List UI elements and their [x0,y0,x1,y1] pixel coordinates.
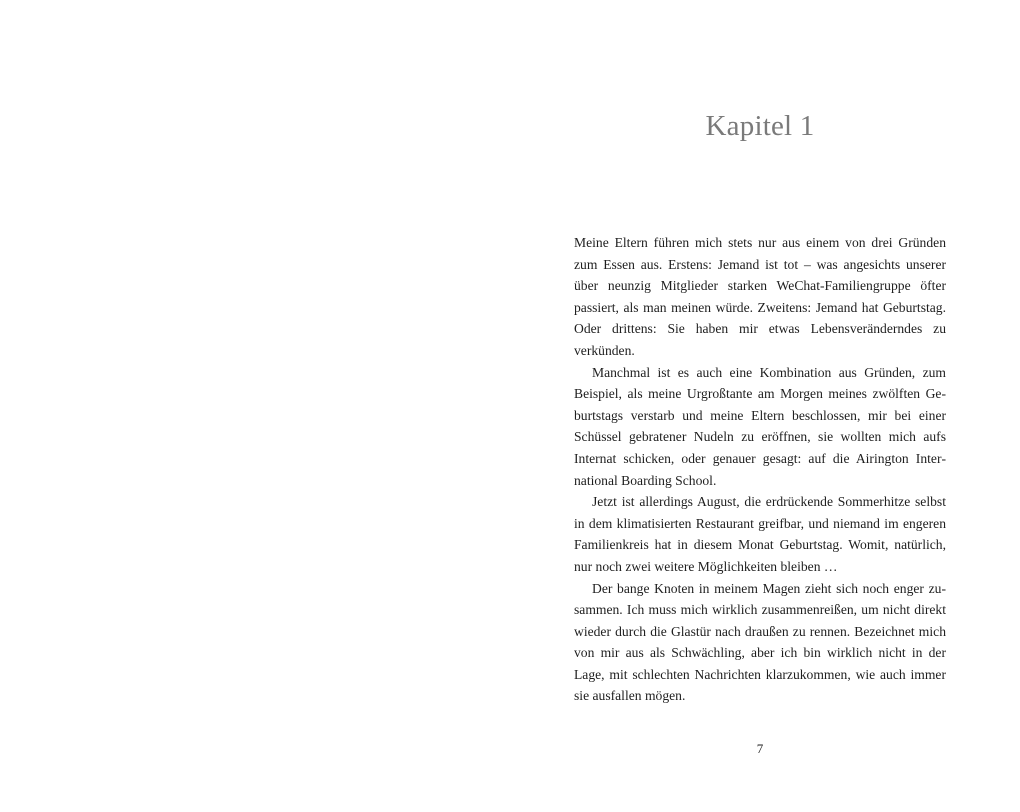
right-page [510,0,1020,812]
chapter-body [574,232,946,707]
chapter-title: Kapitel 1 [705,110,815,142]
paragraph-1: Meine Eltern führen mich stets nur aus einem von drei Gründen zum Essen aus. Erstens: Jemand ist tot – was angesichts unserer über neunzig Mitglieder starken WeChat-Familiengruppe öfter passiert, als man meinen würde. Zweitens: Jemand hat Geburtstag. Oder drittens: Sie haben mir etwas Lebensveränderndes zu verkünden. [574,235,946,358]
page-number: 7 [756,741,764,756]
paragraph-2: Manchmal ist es auch eine Kombination aus Gründen, zum Beispiel, als meine Urgroßtante am Morgen meines zwölften Geburtstags verstarb und meine Eltern beschlossen, mir bei einer Schüssel gebratener Nudeln zu eröffnen, sie wollten mich aufs Internat schicken, oder genauer gesagt: auf die Airington International Boarding School. [574,364,946,488]
paragraph-3: Jetzt ist allerdings August, die erdrückende Sommerhitze selbst in dem klimatisierten Restaurant greifbar, und niemand im engeren Familienkreis hat in diesem Monat Geburtstag. Womit, natürlich, nur noch zwei weitere Möglichkeiten bleiben … [574,494,946,574]
paragraph-4: Der bange Knoten in meinem Magen zieht sich noch enger zusammen. Ich muss mich wirklich zusammenreißen, um nicht direkt wieder durch die Glastür nach draußen zu rennen. Bezeichnet mich von mir aus als Schwächling, aber ich bin wirklich nicht in der Lage, mit schlechten Nachrichten klarzukommen, wie auch immer sie ausfallen mögen. [574,580,946,704]
